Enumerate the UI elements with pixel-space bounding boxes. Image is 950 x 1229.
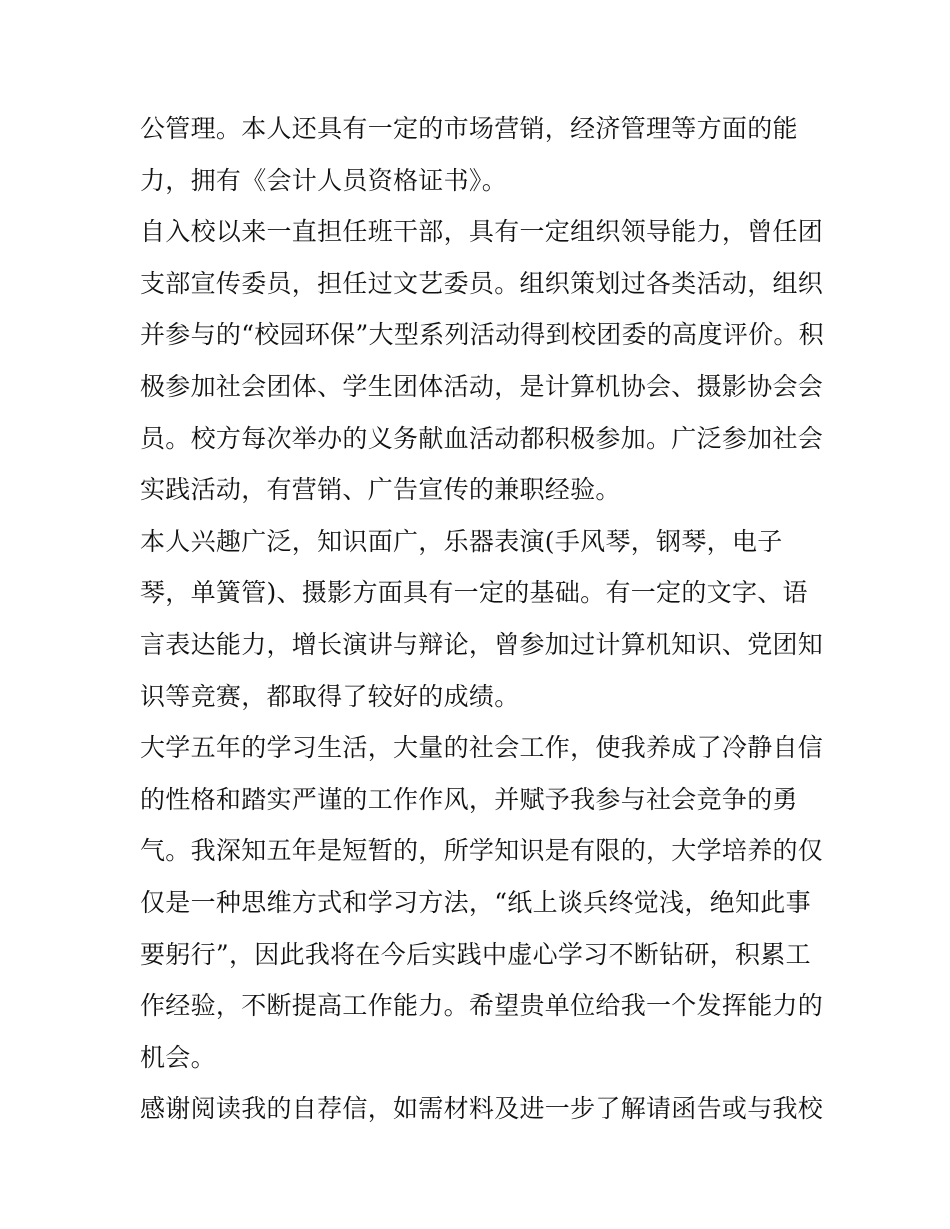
text-line: 感谢阅读我的自荐信，如需材料及进一步了解请函告或与我校 — [140, 1094, 824, 1124]
text-line: 作经验，不断提高工作能力。希望贵单位给我一个发挥能力的 — [140, 991, 824, 1021]
text-line: 机会。 — [140, 1042, 216, 1072]
text-line: 并参与的“校园环保”大型系列活动得到校团委的高度评价。积 — [140, 320, 824, 350]
text-line: 气。我深知五年是短暂的，所学知识是有限的，大学培养的仅 — [140, 836, 824, 866]
text-line: 本人兴趣广泛，知识面广，乐器表演(手风琴，钢琴，电子 — [140, 526, 783, 556]
text-line: 员。校方每次举办的义务献血活动都积极参加。广泛参加社会 — [140, 423, 824, 453]
text-line: 极参加社会团体、学生团体活动，是计算机协会、摄影协会会 — [140, 371, 824, 401]
text-line: 力，拥有《会计人员资格证书》。 — [140, 165, 508, 195]
text-line: 琴，单簧管)、摄影方面具有一定的基础。有一定的文字、语 — [140, 578, 808, 608]
text-line: 的性格和踏实严谨的工作作风，并赋予我参与社会竞争的勇 — [140, 784, 798, 814]
text-line: 仅是一种思维方式和学习方法，“纸上谈兵终觉浅，绝知此事 — [140, 887, 811, 917]
text-line: 支部宣传委员，担任过文艺委员。组织策划过各类活动，组织 — [140, 268, 824, 298]
text-line: 言表达能力，增长演讲与辩论，曾参加过计算机知识、党团知 — [140, 629, 824, 659]
text-line: 大学五年的学习生活，大量的社会工作，使我养成了冷静自信 — [140, 733, 824, 763]
text-line: 识等竞赛，都取得了较好的成绩。 — [140, 681, 520, 711]
letter-body — [140, 103, 824, 1135]
text-line: 公管理。本人还具有一定的市场营销，经济管理等方面的能 — [140, 114, 798, 143]
text-line: 要躬行”，因此我将在今后实践中虚心学习不断钻研，积累工 — [140, 939, 811, 969]
text-line: 自入校以来一直担任班干部，具有一定组织领导能力，曾任团 — [140, 217, 824, 247]
text-line: 实践活动，有营销、广告宣传的兼职经验。 — [140, 475, 621, 505]
